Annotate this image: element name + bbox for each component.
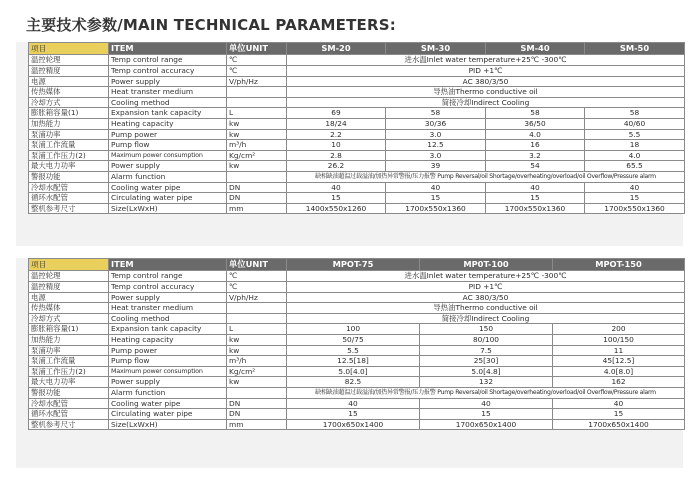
column-header: 项目 [29,43,109,55]
row-label-en: Power supply [109,377,227,388]
row-label-cn: 冷却水配管 [29,182,109,193]
page-title: 主要技术参数/MAIN TECHNICAL PARAMETERS: [26,16,396,34]
value-cell: 18/24 [287,118,386,129]
row-label-cn: 传热媒体 [29,303,109,314]
row-label-cn: 最大电力功率 [29,377,109,388]
unit-cell: V/ph/Hz [227,76,287,87]
spanned-value: 缺相缺油超温过载溢油/加热异常警报/压力报警 Pump Reversal/oil Shortage/overheating/overload/oil Overflow/Pressure alarm [287,387,685,398]
spanned-value: 进水温Inlet water temperature+25℃ -300℃ [287,271,685,282]
value-cell: 16 [486,140,585,151]
value-cell: 3.2 [486,150,585,161]
table-row [29,334,685,345]
value-cell: 15 [420,409,553,420]
value-cell: 40 [553,398,685,409]
model-header: MP0T-100 [420,259,553,271]
value-cell: 58 [585,108,685,119]
value-cell: 2.8 [287,150,386,161]
row-label-cn: 冷却水配管 [29,398,109,409]
value-cell: 36/50 [486,118,585,129]
table-row [29,76,685,87]
table-row [29,345,685,356]
row-label-cn: 冷却方式 [29,97,109,108]
row-label-cn: 警报功能 [29,387,109,398]
spanned-value: 导热油Thermo conductive oil [287,87,685,98]
row-label-cn: 泵浦工作压力(2) [29,366,109,377]
row-label-en: Circulating water pipe [109,193,227,204]
row-label-cn: 整机参考尺寸 [29,419,109,430]
table-row [29,419,685,430]
spanned-value: PID +1℃ [287,282,685,293]
row-label-cn: 加热能力 [29,334,109,345]
row-label-cn: 泵浦工作流量 [29,356,109,367]
header-row [29,259,685,271]
row-label-en: Alarm function [109,171,227,182]
value-cell: 58 [386,108,486,119]
row-label-cn: 冷却方式 [29,313,109,324]
value-cell: 1700x550x1360 [386,203,486,214]
row-label-en: Temp control accuracy [109,66,227,77]
unit-cell [227,303,287,314]
value-cell: 3.0 [386,150,486,161]
table-row [29,377,685,388]
row-label-en: Temp control accuracy [109,282,227,293]
row-label-cn: 温控精度 [29,66,109,77]
row-label-en: Cooling water pipe [109,398,227,409]
row-label-cn: 电源 [29,76,109,87]
value-cell: 1700x550x1360 [585,203,685,214]
row-label-cn: 加热能力 [29,118,109,129]
row-label-en: Heat transter medium [109,87,227,98]
row-label-cn: 循环水配管 [29,193,109,204]
value-cell: 15 [585,193,685,204]
row-label-cn: 温控轮理 [29,271,109,282]
unit-cell: kw [227,161,287,172]
table-row [29,313,685,324]
row-label-en: Pump power [109,345,227,356]
value-cell: 12.5 [386,140,486,151]
column-header: 项目 [29,259,109,271]
value-cell: 40 [287,182,386,193]
value-cell: 54 [486,161,585,172]
table-row [29,182,685,193]
column-header: 单位UNIT [227,43,287,55]
table-row [29,292,685,303]
value-cell: 1700x650x1400 [420,419,553,430]
spanned-value: 简接冷却Indirect Cooling [287,97,685,108]
model-header: MPOT-75 [287,259,420,271]
value-cell: 10 [287,140,386,151]
sm-series-panel [16,42,683,246]
spanned-value: AC 380/3/50 [287,292,685,303]
mpot-series-spec-table [28,258,685,430]
value-cell: 15 [386,193,486,204]
value-cell: 1700x550x1360 [486,203,585,214]
value-cell: 40 [486,182,585,193]
table-row [29,356,685,367]
table-row [29,282,685,293]
table-row [29,303,685,314]
row-label-cn: 温控轮理 [29,55,109,66]
value-cell: 40 [287,398,420,409]
unit-cell: DN [227,398,287,409]
value-cell: 65.5 [585,161,685,172]
unit-cell: V/ph/Hz [227,292,287,303]
value-cell: 25[30] [420,356,553,367]
unit-cell: ℃ [227,55,287,66]
unit-cell: kw [227,345,287,356]
value-cell: 5.5 [287,345,420,356]
unit-cell: m³/h [227,356,287,367]
row-label-en: Alarm function [109,387,227,398]
table-row [29,97,685,108]
value-cell: 80/100 [420,334,553,345]
row-label-en: Heating capacity [109,334,227,345]
value-cell: 132 [420,377,553,388]
unit-cell: DN [227,193,287,204]
row-label-cn: 泵浦功率 [29,129,109,140]
unit-cell [227,87,287,98]
row-label-en: Maximum power consumption [109,366,227,377]
unit-cell: mm [227,203,287,214]
spanned-value: PID +1℃ [287,66,685,77]
unit-cell: kw [227,118,287,129]
value-cell: 40 [386,182,486,193]
spanned-value: 进水温Inlet water temperature+25℃ -300℃ [287,55,685,66]
row-label-en: Expansion tank capacity [109,324,227,335]
value-cell: 2.2 [287,129,386,140]
value-cell: 4.0 [486,129,585,140]
row-label-cn: 传热媒体 [29,87,109,98]
row-label-cn: 泵浦工作压力(2) [29,150,109,161]
unit-cell [227,387,287,398]
row-label-cn: 警报功能 [29,171,109,182]
value-cell: 69 [287,108,386,119]
row-label-en: Pump power [109,129,227,140]
table-row [29,150,685,161]
table-row [29,398,685,409]
unit-cell: DN [227,409,287,420]
value-cell: 5.0[4.8] [420,366,553,377]
unit-cell: kw [227,129,287,140]
column-header: ITEM [109,43,227,55]
table-row [29,324,685,335]
row-label-cn: 电源 [29,292,109,303]
row-label-cn: 膨胀箱容量(1) [29,324,109,335]
unit-cell: Kg/cm² [227,150,287,161]
table-row [29,171,685,182]
unit-cell [227,171,287,182]
value-cell: 15 [553,409,685,420]
table-row [29,87,685,98]
value-cell: 3.0 [386,129,486,140]
row-label-en: Power supply [109,161,227,172]
value-cell: 50/75 [287,334,420,345]
row-label-en: Power supply [109,292,227,303]
value-cell: 40/60 [585,118,685,129]
spanned-value: 导热油Thermo conductive oil [287,303,685,314]
table-row [29,271,685,282]
model-header: SM-20 [287,43,386,55]
value-cell: 82.5 [287,377,420,388]
unit-cell [227,97,287,108]
value-cell: 40 [585,182,685,193]
value-cell: 1700x650x1400 [287,419,420,430]
value-cell: 100/150 [553,334,685,345]
header-row [29,43,685,55]
row-label-en: Circulating water pipe [109,409,227,420]
value-cell: 15 [486,193,585,204]
value-cell: 150 [420,324,553,335]
row-label-en: Cooling water pipe [109,182,227,193]
row-label-en: Cooling method [109,97,227,108]
unit-cell: m³/h [227,140,287,151]
value-cell: 4.0 [585,150,685,161]
value-cell: 18 [585,140,685,151]
row-label-en: Temp control range [109,271,227,282]
table-row [29,193,685,204]
unit-cell: ℃ [227,271,287,282]
table-row [29,118,685,129]
value-cell: 4.0[8.0] [553,366,685,377]
row-label-en: Size(LxWxH) [109,203,227,214]
unit-cell: ℃ [227,282,287,293]
table-row [29,409,685,420]
column-header: 单位UNIT [227,259,287,271]
unit-cell: L [227,108,287,119]
unit-cell: Kg/cm² [227,366,287,377]
column-header: ITEM [109,259,227,271]
spanned-value: AC 380/3/50 [287,76,685,87]
row-label-en: Expansion tank capacity [109,108,227,119]
model-header: SM-30 [386,43,486,55]
model-header: SM-50 [585,43,685,55]
value-cell: 39 [386,161,486,172]
row-label-en: Heat transter medium [109,303,227,314]
unit-cell: mm [227,419,287,430]
unit-cell [227,313,287,324]
spanned-value: 缺相缺油超温过载溢油/加热异常警报/压力报警 Pump Reversal/oil Shortage/overheating/overload/oil Overflow/Pressure alarm [287,171,685,182]
row-label-en: Power supply [109,76,227,87]
value-cell: 162 [553,377,685,388]
value-cell: 1400x550x1260 [287,203,386,214]
value-cell: 15 [287,409,420,420]
table-row [29,161,685,172]
row-label-cn: 整机参考尺寸 [29,203,109,214]
value-cell: 11 [553,345,685,356]
row-label-en: Maximum power consumption [109,150,227,161]
row-label-cn: 膨胀箱容量(1) [29,108,109,119]
value-cell: 58 [486,108,585,119]
value-cell: 12.5[18] [287,356,420,367]
table-row [29,129,685,140]
row-label-cn: 循环水配管 [29,409,109,420]
value-cell: 15 [287,193,386,204]
row-label-cn: 泵浦功率 [29,345,109,356]
table-row [29,203,685,214]
value-cell: 45[12.5] [553,356,685,367]
row-label-en: Cooling method [109,313,227,324]
table-row [29,55,685,66]
row-label-en: Temp control range [109,55,227,66]
table-row [29,387,685,398]
model-header: SM-40 [486,43,585,55]
row-label-cn: 泵浦工作流量 [29,140,109,151]
table-row [29,66,685,77]
value-cell: 5.0[4.0] [287,366,420,377]
mpot-series-panel [16,258,683,468]
unit-cell: kw [227,334,287,345]
value-cell: 100 [287,324,420,335]
value-cell: 40 [420,398,553,409]
row-label-en: Pump flow [109,356,227,367]
row-label-cn: 最大电力功率 [29,161,109,172]
unit-cell: ℃ [227,66,287,77]
model-header: MPOT-150 [553,259,685,271]
value-cell: 200 [553,324,685,335]
row-label-en: Pump flow [109,140,227,151]
value-cell: 7.5 [420,345,553,356]
row-label-en: Size(LxWxH) [109,419,227,430]
value-cell: 1700x650x1400 [553,419,685,430]
value-cell: 5.5 [585,129,685,140]
spanned-value: 简接冷却Indirect Cooling [287,313,685,324]
table-row [29,140,685,151]
table-row [29,108,685,119]
sm-series-spec-table [28,42,685,214]
row-label-en: Heating capacity [109,118,227,129]
row-label-cn: 温控精度 [29,282,109,293]
unit-cell: kw [227,377,287,388]
value-cell: 30/36 [386,118,486,129]
value-cell: 26.2 [287,161,386,172]
unit-cell: L [227,324,287,335]
unit-cell: DN [227,182,287,193]
table-row [29,366,685,377]
